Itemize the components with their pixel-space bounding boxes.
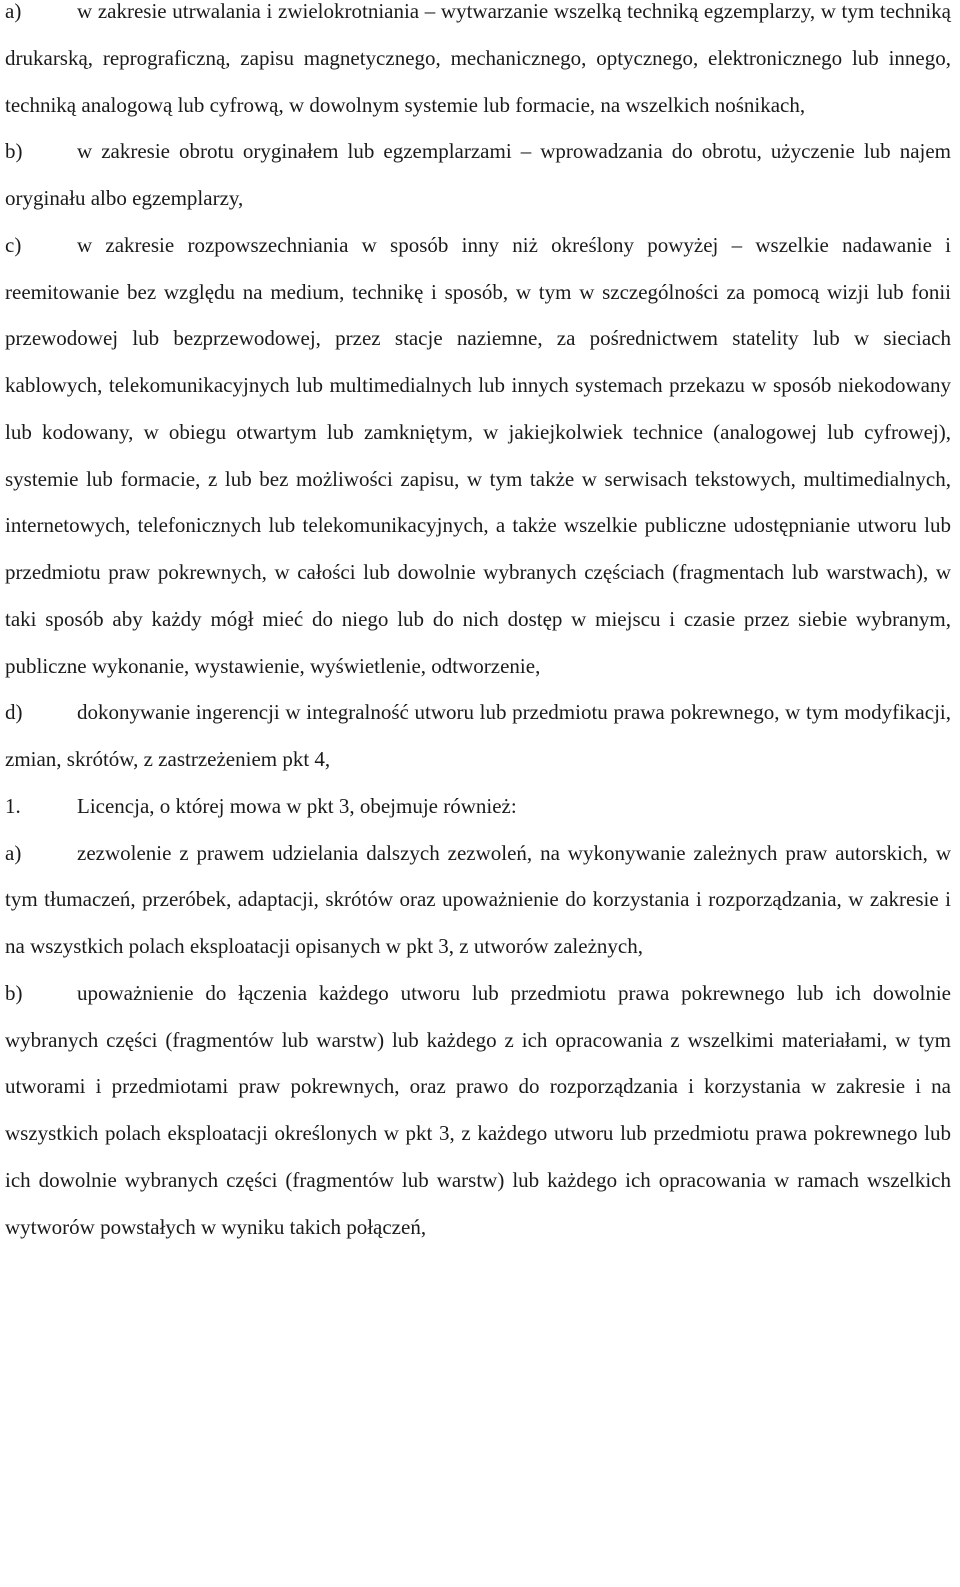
list-item-c-dissemination bbox=[5, 222, 951, 690]
paragraph-text: upoważnienie do łączenia każdego utworu lub przedmiotu prawa pokrewnego lub ich dowolnie wybranych części (fragmentów lub warstw) lub każdego z ich opracowania z wszelkimi materiałami, w tym utworami i przedmiotami praw pokrewnych, oraz prawo do rozporządzania i korzystania w zakresie i na wszystkich polach eksploatacji określonych w pkt 3, z każdego utworu lub przedmiotu prawa pokrewnego lub ich dowolnie wybranych części (fragmentów lub warstw) lub każdego ich opracowania w ramach wszelkich wytworów powstałych w wyniku takich połączeń, bbox=[5, 980, 951, 1239]
list-marker: c) bbox=[5, 232, 22, 257]
list-item-a-permission bbox=[5, 830, 951, 970]
list-item-b-circulation bbox=[5, 128, 951, 222]
numbered-item-license bbox=[5, 783, 951, 830]
list-marker: d) bbox=[5, 700, 23, 725]
list-item-d-modification bbox=[5, 689, 951, 783]
list-number: 1. bbox=[5, 793, 21, 818]
paragraph-text: w zakresie rozpowszechniania w sposób inny niż określony powyżej – wszelkie nadawanie i reemitowanie bez względu na medium, technikę i sposób, w tym w szczególności za pomocą wizji lub fonii przewodowej lub bezprzewodowej, przez stacje naziemne, za pośrednictwem statelity lub w sieciach kablowych, telekomunikacyjnych lub multimedialnych lub innych systemach przekazu w sposób niekodowany lub kodowany, w obiegu otwartym lub zamkniętym, w jakiejkolwiek technice (analogowej lub cyfrowej), systemie lub formacie, z lub bez możliwości zapisu, w tym także w serwisach tekstowych, multimedialnych, internetowych, telefonicznych lub telekomunikacyjnych, a także wszelkie publiczne udostępnianie utworu lub przedmiotu praw pokrewnych, w całości lub dowolnie wybranych częściach (fragmentach lub warstwach), w taki sposób aby każdy mógł mieć do niego lub do nich dostęp w miejscu i czasie przez siebie wybranym, publiczne wykonanie, wystawienie, wyświetlenie, odtworzenie, bbox=[5, 232, 951, 678]
list-marker: b) bbox=[5, 139, 23, 164]
paragraph-text: dokonywanie ingerencji w integralność utworu lub przedmiotu prawa pokrewnego, w tym modyfikacji, zmian, skrótów, z zastrzeżeniem pkt 4, bbox=[5, 700, 951, 771]
paragraph-text: zezwolenie z prawem udzielania dalszych zezwoleń, na wykonywanie zależnych praw autorskich, w tym tłumaczeń, przeróbek, adaptacji, skrótów oraz upoważnienie do korzystania i rozporządzania, w zakresie i na wszystkich polach eksploatacji opisanych w pkt 3, z utworów zależnych, bbox=[5, 840, 951, 958]
paragraph-text: w zakresie utrwalania i zwielokrotniania – wytwarzanie wszelką techniką egzemplarzy, w tym techniką drukarską, reprograficzną, zapisu magnetycznego, mechanicznego, optycznego, elektronicznego lub innego, techniką analogową lub cyfrową, w dowolnym systemie lub formacie, na wszelkich nośnikach, bbox=[5, 0, 951, 117]
list-marker: a) bbox=[5, 840, 22, 865]
list-marker: a) bbox=[5, 0, 22, 23]
list-item-b-combining bbox=[5, 970, 951, 1251]
paragraph-text: w zakresie obrotu oryginałem lub egzemplarzami – wprowadzania do obrotu, użyczenie lub najem oryginału albo egzemplarzy, bbox=[5, 139, 951, 210]
paragraph-text: Licencja, o której mowa w pkt 3, obejmuje również: bbox=[77, 793, 517, 818]
list-item-a-reproduction bbox=[5, 0, 951, 128]
list-marker: b) bbox=[5, 980, 23, 1005]
